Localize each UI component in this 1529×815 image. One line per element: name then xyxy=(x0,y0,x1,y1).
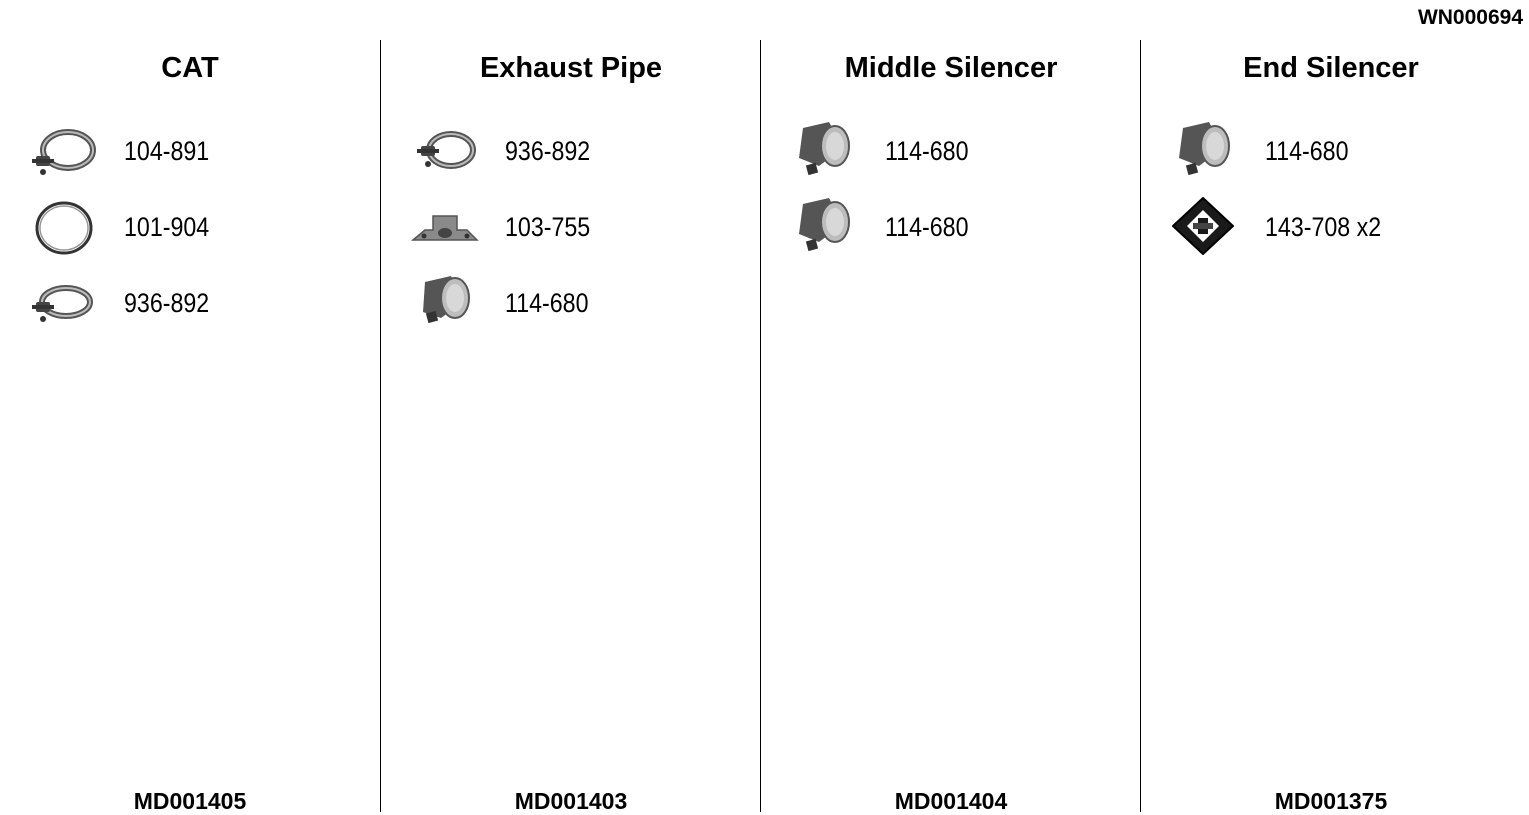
part-number: 114-680 xyxy=(885,212,969,242)
part-row xyxy=(381,192,761,262)
part-row xyxy=(381,268,761,338)
column-footer-code: MD001404 xyxy=(894,788,1008,814)
part-row xyxy=(0,268,380,338)
part-row xyxy=(381,116,761,186)
rubber-hanger-icon xyxy=(1171,120,1241,184)
column-title: End Silencer xyxy=(1243,52,1419,84)
part-number: 114-680 xyxy=(505,288,589,318)
bracket-icon xyxy=(411,196,481,260)
part-row xyxy=(0,192,380,262)
clamp-ring-icon xyxy=(30,272,100,336)
column-end-silencer xyxy=(1140,40,1520,812)
rubber-hanger-icon xyxy=(791,120,861,184)
part-number: 104-891 xyxy=(124,136,210,166)
part-number: 936-892 xyxy=(124,288,210,318)
clamp-ring-icon xyxy=(30,120,100,184)
part-number: 114-680 xyxy=(885,136,969,166)
column-title: CAT xyxy=(161,52,219,84)
part-number: 114-680 xyxy=(1265,136,1349,166)
rubber-mount-icon xyxy=(1171,196,1241,260)
column-footer-code: MD001405 xyxy=(133,788,247,814)
part-row xyxy=(761,116,1141,186)
part-row xyxy=(761,192,1141,262)
part-number: 103-755 xyxy=(505,212,591,242)
column-middle-silencer xyxy=(760,40,1140,812)
part-row xyxy=(0,116,380,186)
column-footer-code: MD001403 xyxy=(514,788,628,814)
gasket-ring-icon xyxy=(30,196,100,260)
document-id: WN000694 xyxy=(1417,6,1523,29)
column-cat xyxy=(0,40,380,812)
part-number: 143-708 x2 xyxy=(1265,212,1382,242)
part-row xyxy=(1141,116,1521,186)
column-footer-code: MD001375 xyxy=(1274,788,1388,814)
part-number: 936-892 xyxy=(505,136,591,166)
column-title: Exhaust Pipe xyxy=(479,52,663,84)
column-exhaust-pipe xyxy=(380,40,760,812)
part-number: 101-904 xyxy=(124,212,210,242)
column-title: Middle Silencer xyxy=(844,52,1058,84)
rubber-hanger-icon xyxy=(411,272,481,336)
part-row xyxy=(1141,192,1521,262)
rubber-hanger-icon xyxy=(791,196,861,260)
clamp-ring-icon xyxy=(411,120,481,184)
parts-columns xyxy=(0,40,1520,812)
